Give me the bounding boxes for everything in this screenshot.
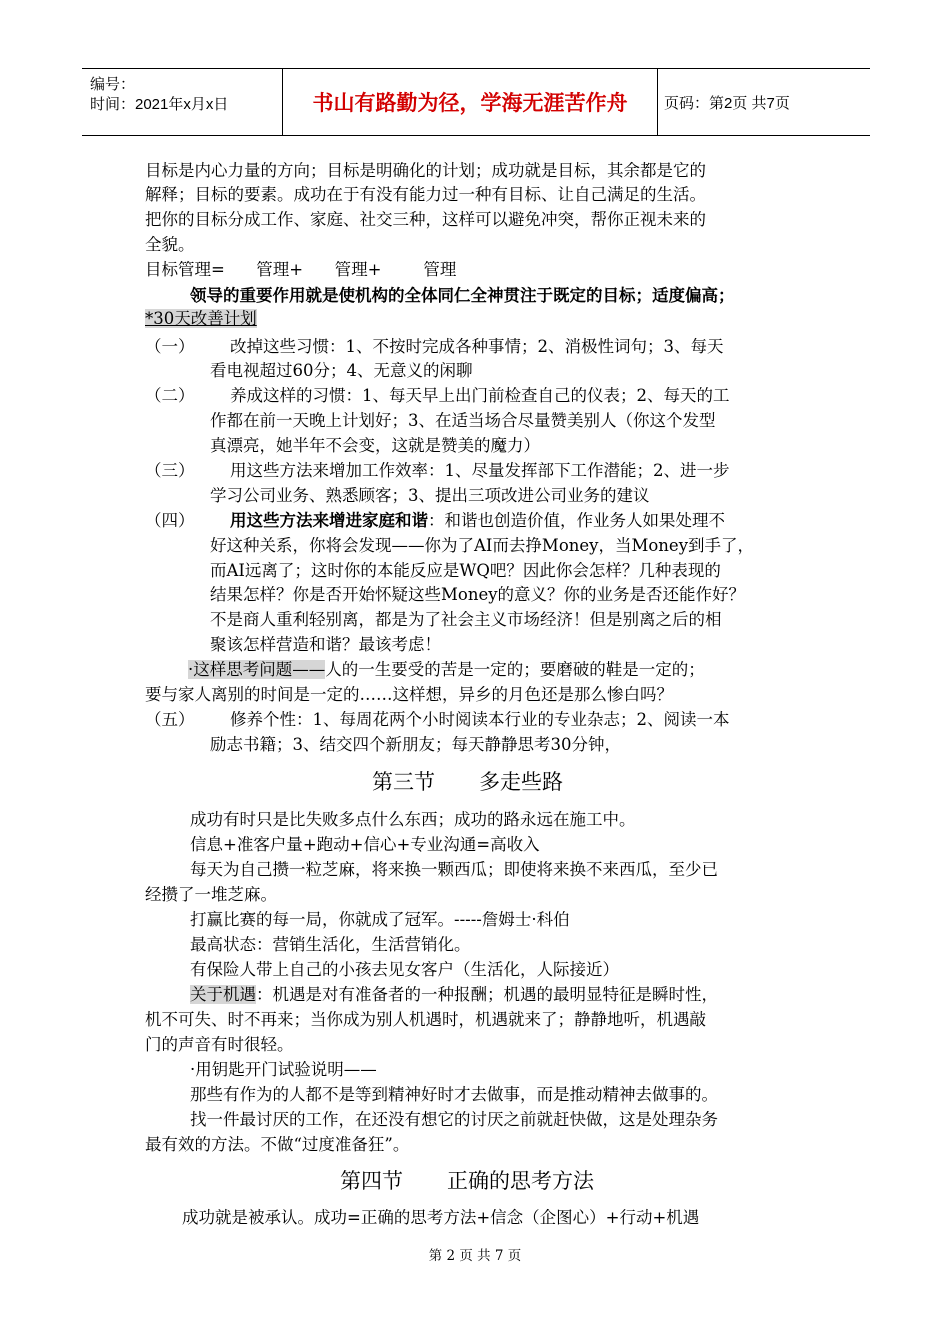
item-1-line: 改掉这些习惯：1、不按时完成各种事情；2、消极性词句；3、每天 xyxy=(230,337,724,356)
section-4-line: 成功就是被承认。成功=正确的思考方法+信念（企图心）+行动+机遇 xyxy=(182,1208,700,1227)
item-3-label: （三） xyxy=(145,461,195,480)
header-motto: 书山有路勤为径，学海无涯苦作舟 xyxy=(282,69,658,135)
serial-number-label: 编号： xyxy=(90,76,136,93)
think-line xyxy=(188,658,705,682)
item-1-line: 看电视超过60分；4、无意义的闲聊 xyxy=(210,361,473,380)
item-4-label: （四） xyxy=(145,511,195,530)
section-3-number: 第三节 xyxy=(372,770,435,794)
item-4-line: 好这种关系，你将会发现——你为了AI而去挣Money，当Money到手了， xyxy=(210,536,755,555)
item-2-label: （二） xyxy=(145,386,195,405)
item-5-label: （五） xyxy=(145,710,195,729)
item-4-line: 不是商人重利轻别离，都是为了社会主义市场经济！但是别离之后的相 xyxy=(210,610,722,629)
think-line: 要与家人离别的时间是一定的……这样想，异乡的月色还是那么惨白吗？ xyxy=(145,685,673,704)
plan-title-text: *30天改善计划 xyxy=(145,309,257,328)
item-5-line: 修养个性：1、每周花两个小时阅读本行业的专业杂志；2、阅读一本 xyxy=(230,710,730,729)
item-4-heading: 用这些方法来增进家庭和谐 xyxy=(230,511,428,530)
section-3-line: 成功有时只是比失败多点什么东西；成功的路永远在施工中。 xyxy=(190,810,636,829)
item-3-line: 学习公司业务、熟悉顾客；3、提出三项改进公司业务的建议 xyxy=(210,486,650,505)
item-4-line: 聚该怎样营造和谐？最该考虑！ xyxy=(210,635,441,654)
section-3-line: 最有效的方法。不做“过度准备狂”。 xyxy=(145,1135,410,1154)
think-heading: ·这样思考问题—— xyxy=(188,660,326,679)
item-4-text: ：和谐也创造价值，作业务人如果处理不 xyxy=(428,511,725,530)
page-header xyxy=(82,68,870,136)
paragraph-line: 把你的目标分成工作、家庭、社交三种，这样可以避免冲突，帮你正视未来的 xyxy=(145,210,706,229)
header-page-number: 页码：第2页 共7页 xyxy=(664,94,790,112)
item-2-line: 真漂亮，她半年不会变，这就是赞美的魔力） xyxy=(210,436,540,455)
section-3-line: 那些有作为的人都不是等到精神好时才去做事，而是推动精神去做事的。 xyxy=(190,1085,718,1104)
header-meta xyxy=(82,69,282,135)
paragraph-line: 解释；目标的要素。成功在于有没有能力过一种有目标、让自己满足的生活。 xyxy=(145,185,706,204)
item-2-line: 养成这样的习惯：1、每天早上出门前检查自己的仪表；2、每天的工 xyxy=(230,386,730,405)
item-3-line: 用这些方法来增加工作效率：1、尽量发挥部下工作潜能；2、进一步 xyxy=(230,461,730,480)
paragraph-line: 目标是内心力量的方向；目标是明确化的计划；成功就是目标，其余都是它的 xyxy=(145,161,706,180)
section-4-number: 第四节 xyxy=(340,1169,403,1193)
goal-management-line: 目标管理= 管理+ 管理+ 管理 xyxy=(145,260,457,279)
item-2-line: 作都在前一天晚上计划好；3、在适当场合尽量赞美别人（你这个发型 xyxy=(210,411,716,430)
leadership-line: 领导的重要作用就是使机构的全体同仁全神贯注于既定的目标；适度偏高； xyxy=(190,286,735,305)
page-footer: 第 2 页 共 7 页 xyxy=(428,1248,522,1264)
section-4-title: 正确的思考方法 xyxy=(447,1169,594,1193)
section-3-line: 门的声音有时很轻。 xyxy=(145,1035,294,1054)
section-3-line: 打赢比赛的每一局，你就成了冠军。-----詹姆士·科伯 xyxy=(190,910,570,929)
paragraph-line: 全貌。 xyxy=(145,235,195,254)
section-3-line: 经攒了一堆芝麻。 xyxy=(145,885,277,904)
opportunity-heading: 关于机遇 xyxy=(190,985,256,1004)
section-3-line: 机不可失、时不再来；当你成为别人机遇时，机遇就来了；静静地听，机遇敲 xyxy=(145,1010,706,1029)
section-3-line: 每天为自己攒一粒芝麻，将来换一颗西瓜；即使将来换不来西瓜，至少已 xyxy=(190,860,718,879)
item-4-line: 而AI远离了；这时你的本能反应是WQ吧？因此你会怎样？几种表现的 xyxy=(210,561,721,580)
section-3-heading xyxy=(372,766,563,796)
plan-title xyxy=(145,307,257,331)
opportunity-line xyxy=(190,983,718,1007)
opportunity-text: ：机遇是对有准备者的一种报酬；机遇的最明显特征是瞬时性， xyxy=(256,985,718,1004)
item-1-label: （一） xyxy=(145,337,195,356)
item-4-line: 结果怎样？你是否开始怀疑这些Money的意义？你的业务是否还能作好？ xyxy=(210,585,746,604)
section-3-line: ·用钥匙开门试验说明—— xyxy=(190,1060,377,1079)
section-3-title: 多走些路 xyxy=(479,770,563,794)
section-3-line: 信息+准客户量+跑动+信心+专业沟通=高收入 xyxy=(190,835,540,854)
section-4-heading xyxy=(340,1165,594,1195)
think-text: 人的一生要受的苦是一定的；要磨破的鞋是一定的； xyxy=(325,660,705,679)
section-3-line: 最高状态：营销生活化，生活营销化。 xyxy=(190,935,471,954)
section-3-line: 有保险人带上自己的小孩去见女客户（生活化，人际接近） xyxy=(190,960,619,979)
item-5-line: 励志书籍；3、结交四个新朋友；每天静静思考30分钟， xyxy=(210,735,621,754)
section-3-line: 找一件最讨厌的工作，在还没有想它的讨厌之前就赶快做，这是处理杂务 xyxy=(190,1110,718,1129)
date-label: 时间：2021年x月x日 xyxy=(90,96,229,113)
item-4-line xyxy=(230,509,725,533)
